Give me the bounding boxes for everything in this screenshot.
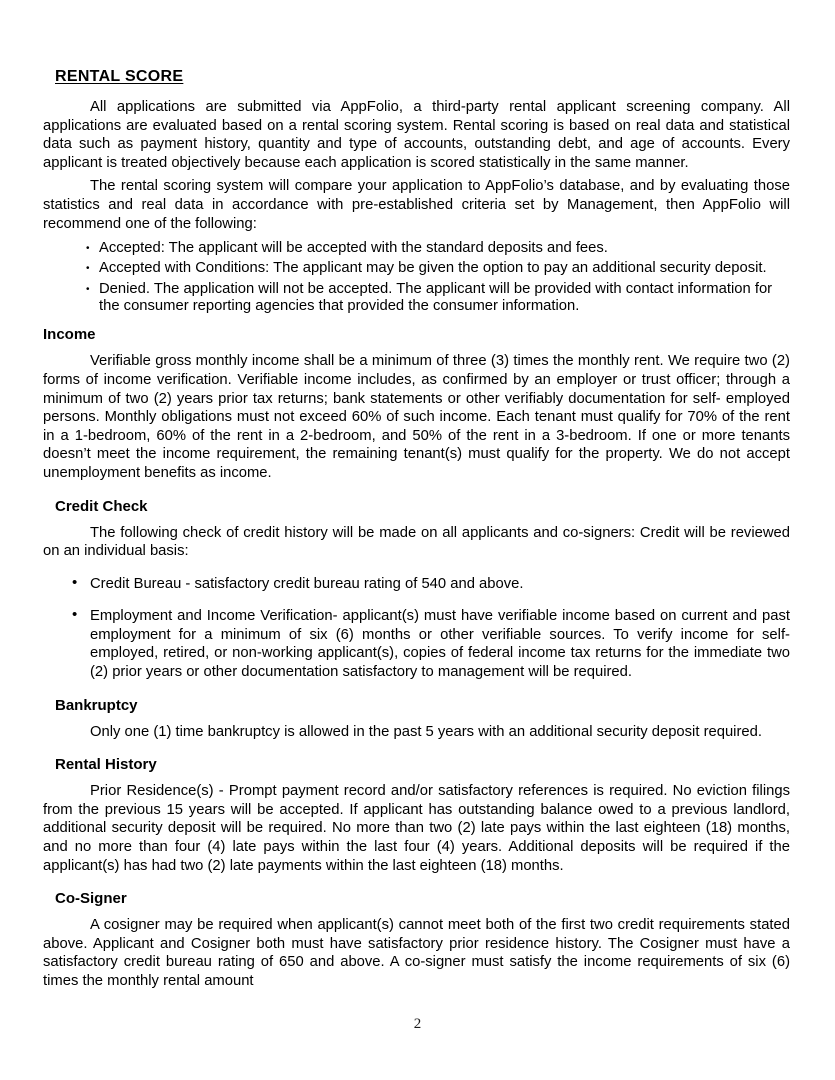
credit-check-paragraph: The following check of credit history will be made on all applicants and co-signers: Credit will be reviewed on an individual basis: xyxy=(43,524,790,560)
rental-history-paragraph: Prior Residence(s) - Prompt payment record and/or satisfactory references is required. No eviction filings from the previous 15 years will be accepted. If applicant has outstanding balance owed to a previous landlord, additional security deposit will be required. No more than two (2) late pays within the last eighteen (18) months, and no more than four (4) late pays within the last four (4) years. Additional deposits will be required if the applicant(s) has had two (2) late payments within the last eighteen (18) months. xyxy=(43,783,790,874)
document-title: RENTAL SCORE xyxy=(55,68,184,85)
bullet-item-employment-income-verification: • Employment and Income Verification- applicant(s) must have verifiable income based on current and past employment for a minimum of six (6) months or other verifiable sources. To verify income for self-employed, retired, or non-working applicant(s), copies of federal income tax returns for the immediate two (2) prior years or other documentation satisfactory to management will be required. xyxy=(72,607,790,681)
credit-check-bullet-list xyxy=(43,575,790,682)
section-heading-bankruptcy: Bankruptcy xyxy=(55,696,138,714)
bullet-item-credit-bureau: • Credit Bureau - satisfactory credit bureau rating of 540 and above. xyxy=(72,575,790,594)
intro-paragraph-1: All applications are submitted via AppFolio, a third-party rental applicant screening company. All applications are evaluated based on a rental scoring system. Rental scoring is based on real data and statistical data such as payment history, quantity and type of accounts, outstanding debt, and age of accounts. Every applicant is treated objectively because each application is scored statistically in the same manner. xyxy=(43,99,790,171)
section-heading-rental-history: Rental History xyxy=(55,756,157,774)
recommendation-bullet-list xyxy=(43,240,790,315)
income-paragraph: Verifiable gross monthly income shall be a minimum of three (3) times the monthly rent. We require two (2) forms of income verification. Verifiable income includes, as confirmed by an employer or trust officer; through a minimum of two (2) years prior tax returns; bank statements or other verifiably documentation for self- employed persons. Monthly obligations must not exceed 60% of such income. Each tenant must qualify for 70% of the rent in a 1-bedroom, 60% of the rent in a 2-bedroom, and 50% of the rent in a 3-bedroom. If one or more tenants doesn’t meet the income requirement, the remaining tenant(s) must qualify for the property. We do not accept unemployment benefits as income. xyxy=(43,353,790,481)
section-heading-income: Income xyxy=(43,326,96,344)
bullet-item-accepted: • Accepted: The applicant will be accepted with the standard deposits and fees. xyxy=(85,240,790,257)
intro-paragraph-2: The rental scoring system will compare your application to AppFolio’s database, and by evaluating those statistics and real data in accordance with pre-established criteria set by Management, then AppFolio will recommend one of the following: xyxy=(43,178,790,232)
page-number: 2 xyxy=(413,1016,422,1032)
bankruptcy-paragraph: Only one (1) time bankruptcy is allowed in the past 5 years with an additional security deposit required. xyxy=(90,723,762,740)
bullet-item-accepted-with-conditions: • Accepted with Conditions: The applicant may be given the option to pay an additional security deposit. xyxy=(85,260,790,277)
section-heading-co-signer: Co-Signer xyxy=(55,890,127,908)
section-heading-credit-check: Credit Check xyxy=(55,497,148,515)
bullet-item-denied: • Denied. The application will not be accepted. The applicant will be provided with contact information for the consumer reporting agencies that provided the consumer information. xyxy=(85,281,790,316)
co-signer-paragraph: A cosigner may be required when applicant(s) cannot meet both of the first two credit requirements stated above. Applicant and Cosigner both must have satisfactory prior residence history. The Cosigner must have a satisfactory credit bureau rating of 650 and above. A co-signer must satisfy the income requirements of six (6) times the monthly rental amount xyxy=(43,917,790,989)
